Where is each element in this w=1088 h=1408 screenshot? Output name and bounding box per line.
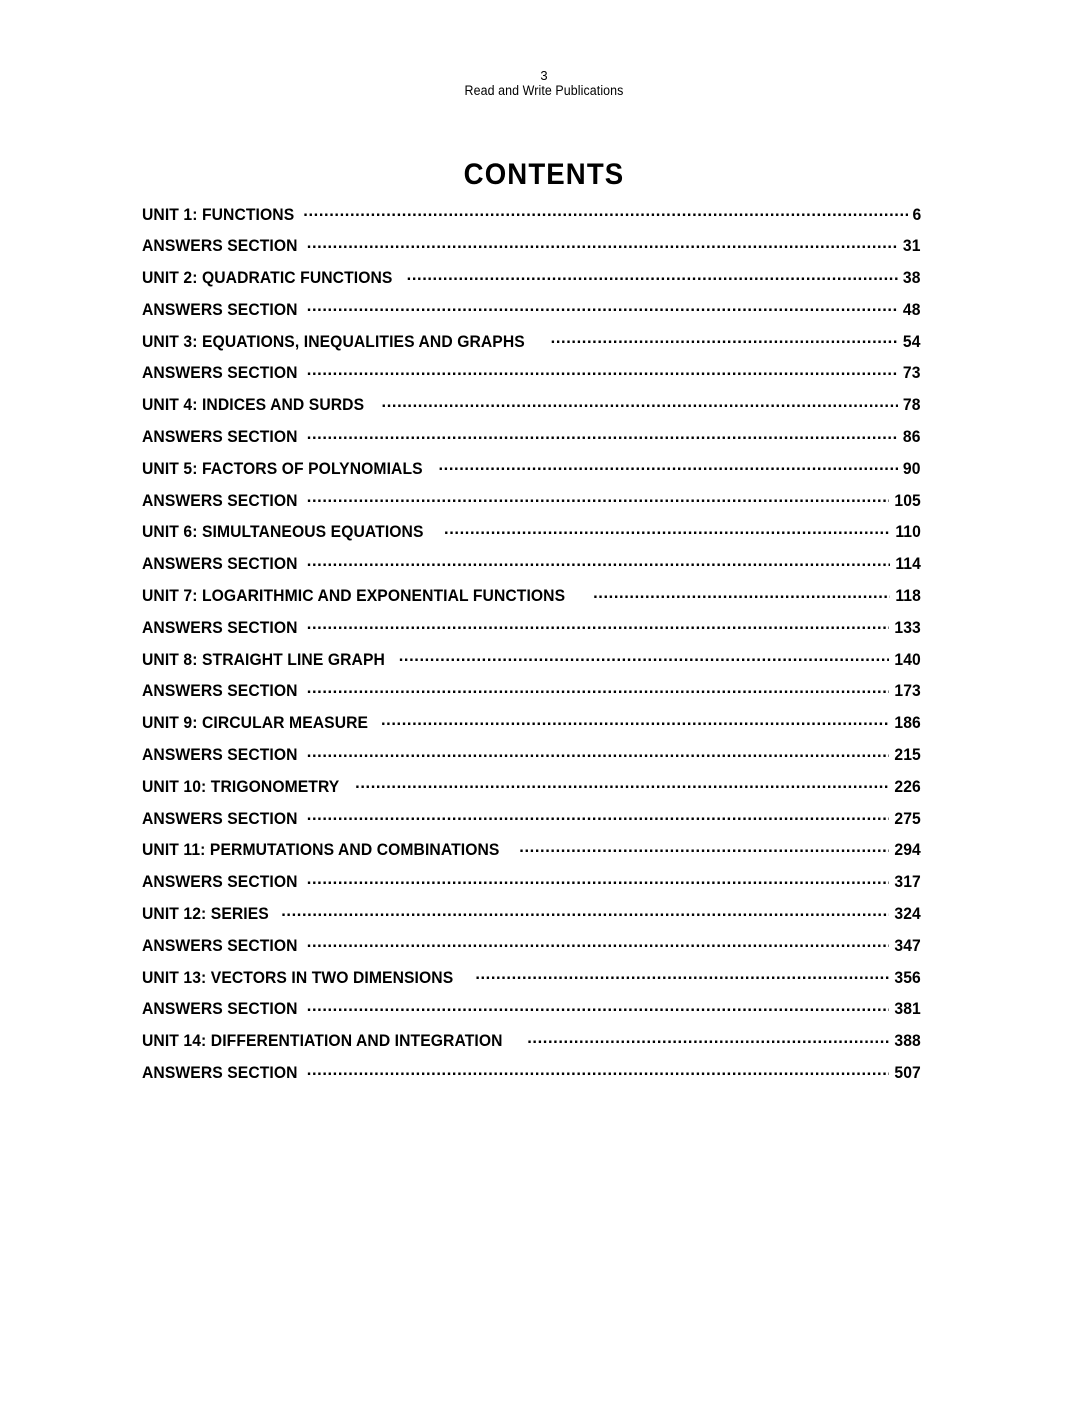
toc-dot-leader	[307, 616, 889, 633]
toc-entry[interactable]	[142, 648, 921, 680]
toc-dot-leader	[307, 998, 889, 1015]
toc-entry[interactable]	[142, 489, 921, 521]
toc-dot-leader	[307, 235, 899, 252]
toc-entry[interactable]	[142, 744, 921, 776]
toc-entry-page-number: 6	[912, 205, 921, 224]
toc-entry[interactable]	[142, 934, 921, 966]
toc-dot-leader	[382, 394, 899, 411]
toc-entry[interactable]	[142, 330, 921, 362]
toc-dot-leader	[307, 553, 890, 570]
toc-entry-page-number: 173	[894, 682, 921, 701]
toc-entry[interactable]	[142, 871, 921, 903]
toc-entry-page-number: 388	[894, 1032, 921, 1051]
toc-entry[interactable]	[142, 203, 921, 235]
toc-entry-page-number: 90	[903, 459, 921, 478]
toc-entry-page-number: 507	[894, 1064, 921, 1083]
toc-dot-leader	[307, 934, 889, 951]
toc-entry-page-number: 73	[903, 364, 921, 383]
toc-entry[interactable]	[142, 680, 921, 712]
toc-entry[interactable]	[142, 616, 921, 648]
toc-entry-page-number: 118	[895, 587, 921, 606]
toc-entry-label: UNIT 4: INDICES AND SURDS	[142, 396, 365, 415]
toc-entry-page-number: 275	[894, 809, 921, 828]
toc-entry[interactable]	[142, 903, 921, 935]
toc-entry-label: UNIT 5: FACTORS OF POLYNOMIALS	[142, 459, 423, 478]
toc-entry-label: ANSWERS SECTION	[142, 364, 298, 383]
toc-entry-page-number: 226	[894, 777, 921, 796]
toc-entry-label: UNIT 2: QUADRATIC FUNCTIONS	[142, 269, 393, 288]
toc-dot-leader	[593, 585, 890, 602]
toc-entry-page-number: 54	[903, 332, 921, 351]
toc-entry-page-number: 317	[894, 873, 921, 892]
toc-entry[interactable]	[142, 457, 921, 489]
toc-dot-leader	[355, 775, 889, 792]
toc-entry-label: UNIT 14: DIFFERENTIATION AND INTEGRATION	[142, 1032, 503, 1051]
toc-entry-label: ANSWERS SECTION	[142, 300, 298, 319]
toc-dot-leader	[281, 903, 889, 920]
toc-entry[interactable]	[142, 585, 921, 617]
toc-entry-page-number: 324	[894, 905, 921, 924]
toc-entry-page-number: 114	[895, 555, 921, 574]
toc-entry-page-number: 110	[895, 523, 921, 542]
toc-entry-page-number: 140	[894, 650, 921, 669]
toc-dot-leader	[551, 330, 899, 347]
toc-entry[interactable]	[142, 1062, 921, 1094]
toc-dot-leader	[307, 426, 899, 443]
toc-entry-label: ANSWERS SECTION	[142, 936, 298, 955]
toc-entry[interactable]	[142, 1030, 921, 1062]
toc-entry-label: UNIT 7: LOGARITHMIC AND EXPONENTIAL FUNCTIONS	[142, 587, 566, 606]
toc-entry-label: ANSWERS SECTION	[142, 746, 298, 765]
toc-dot-leader	[399, 648, 889, 665]
toc-dot-leader	[307, 489, 889, 506]
toc-entry-label: ANSWERS SECTION	[142, 1064, 298, 1083]
toc-dot-leader	[307, 744, 889, 761]
toc-entry-label: ANSWERS SECTION	[142, 428, 298, 447]
table-of-contents-list	[142, 203, 921, 1093]
toc-entry[interactable]	[142, 426, 921, 458]
publisher-name: Read and Write Publications	[464, 83, 624, 99]
toc-dot-leader	[444, 521, 890, 538]
toc-entry-page-number: 48	[903, 300, 921, 319]
toc-entry-label: UNIT 8: STRAIGHT LINE GRAPH	[142, 650, 385, 669]
toc-dot-leader	[307, 362, 899, 379]
toc-entry-page-number: 86	[903, 428, 921, 447]
toc-entry-label: UNIT 1: FUNCTIONS	[142, 205, 295, 224]
toc-entry-page-number: 105	[894, 491, 921, 510]
toc-entry[interactable]	[142, 298, 921, 330]
toc-entry[interactable]	[142, 966, 921, 998]
toc-entry-label: UNIT 10: TRIGONOMETRY	[142, 777, 340, 796]
toc-entry[interactable]	[142, 839, 921, 871]
toc-entry[interactable]	[142, 712, 921, 744]
toc-entry-page-number: 38	[903, 269, 921, 288]
toc-dot-leader	[307, 1062, 889, 1079]
toc-dot-leader	[307, 807, 889, 824]
toc-entry-label: ANSWERS SECTION	[142, 682, 298, 701]
toc-entry[interactable]	[142, 775, 921, 807]
toc-entry-label: ANSWERS SECTION	[142, 555, 298, 574]
toc-entry[interactable]	[142, 362, 921, 394]
toc-dot-leader	[307, 298, 899, 315]
toc-entry[interactable]	[142, 998, 921, 1030]
toc-entry[interactable]	[142, 235, 921, 267]
toc-dot-leader	[307, 680, 889, 697]
toc-entry-label: UNIT 12: SERIES	[142, 905, 269, 924]
toc-entry-label: UNIT 13: VECTORS IN TWO DIMENSIONS	[142, 968, 454, 987]
toc-dot-leader	[438, 457, 898, 474]
toc-dot-leader	[381, 712, 889, 729]
toc-entry-page-number: 356	[894, 968, 921, 987]
toc-dot-leader	[307, 871, 889, 888]
toc-entry-label: ANSWERS SECTION	[142, 237, 298, 256]
toc-entry-page-number: 133	[894, 618, 921, 637]
page-title: CONTENTS	[463, 158, 625, 191]
toc-dot-leader	[519, 839, 889, 856]
toc-entry-page-number: 381	[894, 1000, 921, 1019]
toc-entry[interactable]	[142, 807, 921, 839]
toc-entry-label: ANSWERS SECTION	[142, 1000, 298, 1019]
toc-entry-label: UNIT 9: CIRCULAR MEASURE	[142, 714, 369, 733]
toc-entry-label: UNIT 3: EQUATIONS, INEQUALITIES AND GRAPHS	[142, 332, 525, 351]
toc-entry[interactable]	[142, 394, 921, 426]
toc-entry-label: ANSWERS SECTION	[142, 618, 298, 637]
toc-entry-page-number: 294	[894, 841, 921, 860]
toc-entry-page-number: 215	[894, 746, 921, 765]
toc-entry-label: ANSWERS SECTION	[142, 873, 298, 892]
toc-entry-page-number: 78	[903, 396, 921, 415]
toc-dot-leader	[527, 1030, 889, 1047]
toc-dot-leader	[475, 966, 889, 983]
toc-entry[interactable]	[142, 521, 921, 553]
toc-dot-leader	[303, 203, 907, 220]
running-header	[0, 68, 1088, 99]
toc-entry-page-number: 186	[894, 714, 921, 733]
toc-dot-leader	[407, 267, 899, 284]
toc-entry-page-number: 31	[903, 237, 921, 256]
toc-entry-page-number: 347	[894, 936, 921, 955]
toc-entry[interactable]	[142, 553, 921, 585]
toc-entry[interactable]	[142, 267, 921, 299]
page-number-folio: 3	[540, 68, 548, 83]
toc-entry-label: ANSWERS SECTION	[142, 809, 298, 828]
toc-entry-label: UNIT 6: SIMULTANEOUS EQUATIONS	[142, 523, 424, 542]
toc-entry-label: UNIT 11: PERMUTATIONS AND COMBINATIONS	[142, 841, 500, 860]
toc-entry-label: ANSWERS SECTION	[142, 491, 298, 510]
